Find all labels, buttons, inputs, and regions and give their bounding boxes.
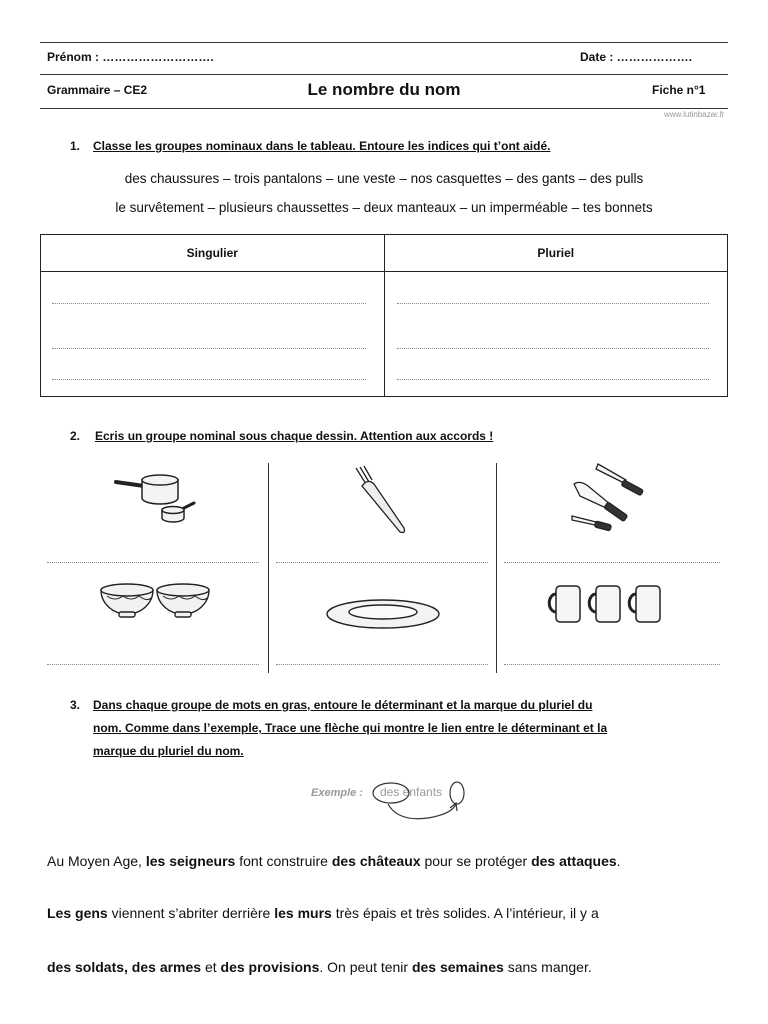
answer-line[interactable] bbox=[47, 664, 259, 665]
bold-group[interactable]: des attaques bbox=[531, 853, 617, 869]
bold-group[interactable]: des provisions bbox=[220, 959, 320, 975]
exercise3-number: 3. bbox=[70, 698, 81, 712]
exercise3-text-line-2: nom. Comme dans l’exemple, Trace une flèche qui montre le lien entre le déterminant et la bbox=[93, 721, 608, 735]
text-segment: très épais et très solides. A l’intérieur, il y a bbox=[331, 905, 599, 921]
text-segment: font construire bbox=[235, 853, 332, 869]
saucepan-icon bbox=[112, 470, 202, 530]
bold-group[interactable]: des semaines bbox=[411, 959, 504, 975]
answer-line[interactable] bbox=[397, 379, 709, 380]
mugs-icon bbox=[550, 582, 670, 626]
exercise1-text: Classe les groupes nominaux dans le tableau. Entoure les indices qui t’ont aidé. bbox=[93, 139, 551, 153]
paragraph-line-2 bbox=[47, 905, 737, 921]
plate-icon bbox=[325, 596, 441, 632]
header-middle-border bbox=[40, 74, 728, 75]
classification-table bbox=[40, 234, 728, 397]
fork-icon bbox=[352, 466, 412, 534]
knives-icon bbox=[568, 462, 652, 532]
answer-line[interactable] bbox=[504, 664, 720, 665]
header-top-border bbox=[40, 42, 728, 43]
answer-line[interactable] bbox=[397, 303, 709, 304]
example-text: des enfants bbox=[380, 785, 443, 799]
text-segment: pour se protéger bbox=[420, 853, 532, 869]
text-segment: . On peut tenir bbox=[319, 959, 412, 975]
exercise2-number: 2. bbox=[70, 429, 81, 443]
bold-group[interactable]: les seigneurs bbox=[145, 853, 236, 869]
answer-line[interactable] bbox=[47, 562, 259, 563]
text-segment: . bbox=[616, 853, 621, 869]
sheet-number: Fiche n°1 bbox=[652, 83, 706, 97]
column-singulier: Singulier bbox=[41, 235, 385, 272]
page-title: Le nombre du nom bbox=[307, 80, 461, 99]
answer-line[interactable] bbox=[397, 348, 709, 349]
example-label: Exemple : bbox=[311, 787, 363, 799]
text-segment: Au Moyen Age, bbox=[47, 853, 146, 869]
pluriel-cell[interactable] bbox=[384, 272, 728, 397]
exercise2-text: Ecris un groupe nominal sous chaque dessin. Attention aux accords ! bbox=[95, 429, 494, 443]
example-arrow-diagram bbox=[372, 780, 472, 822]
text-segment: sans manger. bbox=[503, 959, 592, 975]
exercise3-text-line-3: marque du pluriel du nom. bbox=[93, 744, 244, 758]
site-watermark: www.lutinbazar.fr bbox=[664, 110, 725, 119]
answer-line[interactable] bbox=[276, 664, 488, 665]
word-list-line-2: le survêtement – plusieurs chaussettes – deux manteaux – un imperméable – tes bonnets bbox=[115, 200, 653, 215]
subject-label: Grammaire – CE2 bbox=[47, 83, 148, 97]
text-segment: et bbox=[201, 959, 221, 975]
column-pluriel: Pluriel bbox=[384, 235, 728, 272]
word-list-line-1: des chaussures – trois pantalons – une veste – nos casquettes – des gants – des pulls bbox=[124, 171, 644, 186]
bold-group[interactable]: des soldats, des armes bbox=[47, 959, 202, 975]
picture-divider bbox=[268, 463, 269, 673]
answer-line[interactable] bbox=[52, 348, 366, 349]
text-segment: viennent s’abriter derrière bbox=[107, 905, 275, 921]
answer-line[interactable] bbox=[52, 379, 366, 380]
bold-group[interactable]: Les gens bbox=[47, 905, 108, 921]
exercise3-text-line-1: Dans chaque groupe de mots en gras, entoure le déterminant et la marque du pluriel du bbox=[93, 698, 593, 712]
answer-line[interactable] bbox=[52, 303, 366, 304]
prenom-field: Prénom : ………………………. bbox=[47, 50, 214, 64]
singulier-cell[interactable] bbox=[41, 272, 385, 397]
answer-line[interactable] bbox=[504, 562, 720, 563]
paragraph-line-3 bbox=[47, 959, 737, 975]
exercise1-number: 1. bbox=[70, 139, 81, 153]
date-field: Date : ………………. bbox=[580, 50, 693, 64]
header-bottom-border bbox=[40, 108, 728, 109]
paragraph-line-1 bbox=[47, 853, 737, 869]
bold-group[interactable]: des châteaux bbox=[331, 853, 421, 869]
picture-divider bbox=[496, 463, 497, 673]
bowls-icon bbox=[99, 578, 211, 628]
answer-line[interactable] bbox=[276, 562, 488, 563]
bold-group[interactable]: les murs bbox=[274, 905, 332, 921]
